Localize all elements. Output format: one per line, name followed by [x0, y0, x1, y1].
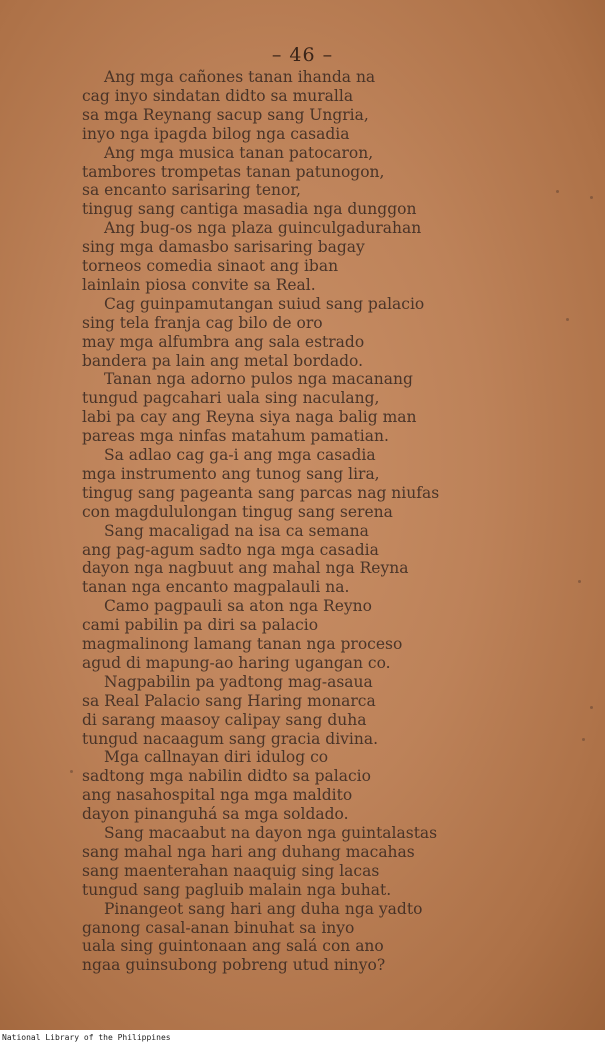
text-line: Tanan nga adorno pulos nga macanang	[104, 370, 413, 389]
text-line: Pinangeot sang hari ang duha nga yadto	[104, 899, 423, 918]
text-line: sing mga damasbo sarisaring bagay	[82, 238, 365, 257]
text-line: dayon pinanguhá sa mga soldado.	[82, 805, 349, 824]
paper-speck	[556, 190, 559, 193]
text-line: Camo pagpauli sa aton nga Reyno	[104, 597, 372, 616]
paper-speck	[590, 706, 593, 709]
text-line: ganong casal-anan binuhat sa inyo	[82, 918, 355, 937]
text-line: dayon nga nagbuut ang mahal nga Reyna	[82, 559, 409, 578]
text-line: Mga callnayan diri idulog co	[104, 748, 329, 767]
text-line: sa mga Reynang sacup sang Ungria,	[82, 105, 369, 124]
paper-speck	[582, 738, 585, 741]
text-line: sadtong mga nabilin didto sa palacio	[82, 767, 371, 786]
text-line: tanan nga encanto magpalauli na.	[82, 578, 350, 597]
text-line: sa encanto sarisaring tenor,	[82, 181, 301, 200]
text-line: Ang bug-os nga plaza guinculgadurahan	[104, 219, 422, 238]
page-number: – 46 –	[271, 44, 334, 66]
text-line: sa Real Palacio sang Haring monarca	[82, 691, 376, 710]
text-line: uala sing guintonaan ang salá con ano	[82, 937, 384, 956]
text-line: lainlain piosa convite sa Real.	[82, 275, 316, 294]
text-line: ngaa guinsubong pobreng utud ninyo?	[82, 956, 386, 975]
text-line: tungud pagcahari uala sing naculang,	[82, 389, 380, 408]
text-line: magmalinong lamang tanan nga proceso	[82, 635, 403, 653]
text-line: labi pa cay ang Reyna siya naga balig man	[82, 408, 417, 427]
text-line: pareas mga ninfas matahum pamatian.	[82, 427, 389, 446]
paper-speck	[578, 580, 581, 583]
text-line: sing tela franja cag bilo de oro	[82, 313, 323, 332]
text-line: Sa adlao cag ga-i ang mga casadia	[104, 446, 376, 464]
text-line: torneos comedia sinaot ang iban	[82, 257, 339, 275]
text-line: sang maenterahan naaquig sing lacas	[82, 861, 380, 880]
text-line: Sang macaligad na isa ca semana	[104, 521, 369, 540]
text-line: Cag guinpamutangan suiud sang palacio	[104, 294, 425, 313]
footer-credit: National Library of the Philippines	[2, 1033, 171, 1042]
text-line: con magdululongan tingug sang serena	[82, 502, 393, 521]
paper-speck	[70, 770, 73, 773]
text-line: Ang mga musica tanan patocaron,	[104, 143, 374, 162]
text-line: mga instrumento ang tunog sang lira,	[82, 464, 380, 483]
text-line: tambores trompetas tanan patunogon,	[82, 162, 385, 181]
text-line: ang nasahospital nga mga maldito	[82, 786, 353, 805]
text-line: tungud sang pagluib malain nga buhat.	[82, 880, 392, 899]
text-line: inyo nga ipagda bilog nga casadia	[82, 124, 350, 143]
text-line: agud di mapung-ao haring ugangan co.	[82, 653, 391, 672]
text-line: tungud nacaagum sang gracia divina.	[82, 729, 379, 748]
text-line: sang mahal nga hari ang duhang macahas	[82, 842, 415, 861]
text-line: may mga alfumbra ang sala estrado	[82, 332, 365, 351]
text-line: tingug sang pageanta sang parcas nag niufas	[82, 483, 440, 502]
paper-speck	[566, 318, 569, 321]
text-line: tingug sang cantiga masadia nga dunggon	[82, 200, 417, 219]
text-line: Nagpabilin pa yadtong mag-asaua	[104, 672, 373, 691]
text-line: Ang mga cañones tanan ihanda na	[104, 68, 376, 86]
text-line: ang pag-agum sadto nga mga casadia	[82, 540, 379, 559]
text-line: cag inyo sindatan didto sa muralla	[82, 86, 354, 105]
paper-speck	[590, 196, 593, 199]
text-line: di sarang maasoy calipay sang duha	[82, 710, 367, 729]
text-line: bandera pa lain ang metal bordado.	[82, 351, 364, 370]
text-line: cami pabilin pa diri sa palacio	[82, 616, 319, 635]
text-line: Sang macaabut na dayon nga guintalastas	[104, 824, 438, 842]
